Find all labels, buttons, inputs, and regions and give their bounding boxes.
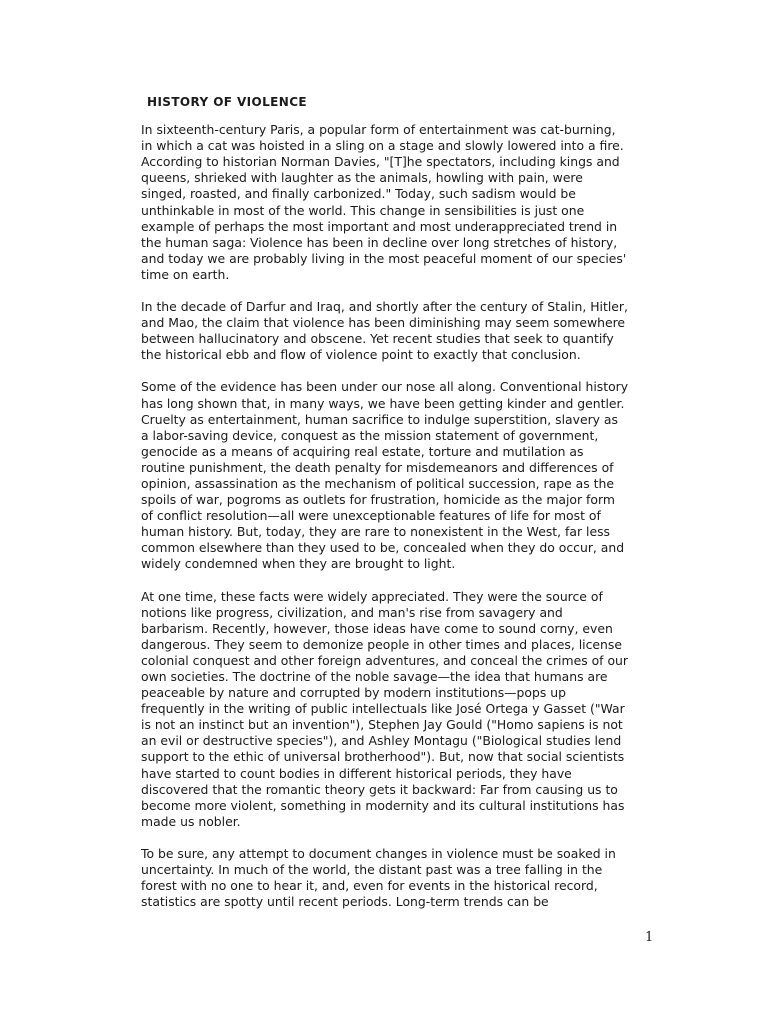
paragraph-1: In sixteenth-century Paris, a popular form of entertainment was cat-burning, in which a cat was hoisted in a sling on a stage and slowly lowered into a fire. According to historian Norman Davies, "[T]he spectators, including kings and queens, shrieked with laughter as the animals, howling with pain, were singed, roasted, and finally carbonized." Today, such sadism would be unthinkable in most of the world. This change in sensibilities is just one example of perhaps the most important and most underappreciated trend in the human saga: Violence has been in decline over long stretches of history, and today we are probably living in the most peaceful moment of our species' time on earth.: [141, 122, 627, 282]
paragraph-2: In the decade of Darfur and Iraq, and shortly after the century of Stalin, Hitler, and Mao, the claim that violence has been diminishing may seem somewhere between hallucinatory and obscene. Yet recent studies that seek to quantify the historical ebb and flow of violence point to exactly that conclusion.: [141, 299, 628, 363]
page-number: 1: [645, 930, 654, 945]
paragraph-3: Some of the evidence has been under our nose all along. Conventional history has long shown that, in many ways, we have been getting kinder and gentler. Cruelty as entertainment, human sacrifice to indulge superstition, slavery as a labor-saving device, conquest as the mission statement of government, genocide as a means of acquiring real estate, torture and mutilation as routine punishment, the death penalty for misdemeanors and differences of opinion, assassination as the mechanism of political succession, rape as the spoils of war, pogroms as outlets for frustration, homicide as the major form of conflict resolution—all were unexceptionable features of life for most of human history. But, today, they are rare to nonexistent in the West, far less common elsewhere than they used to be, concealed when they do occur, and widely condemned when they are brought to light.: [141, 379, 629, 572]
document-title: HISTORY OF VIOLENCE: [147, 95, 308, 109]
paragraph-4: At one time, these facts were widely appreciated. They were the source of notions like progress, civilization, and man's rise from savagery and barbarism. Recently, however, those ideas have come to sound corny, even dangerous. They seem to demonize people in other times and places, license colonial conquest and other foreign adventures, and conceal the crimes of our own societies. The doctrine of the noble savage—the idea that humans are peaceable by nature and corrupted by modern institutions—pops up frequently in the writing of public intellectuals like José Ortega y Gasset ("War is not an instinct but an invention"), Stephen Jay Gould ("Homo sapiens is not an evil or destructive species"), and Ashley Montagu ("Biological studies lend support to the ethic of universal brotherhood"). But, now that social scientists have started to count bodies in different historical periods, they have discovered that the romantic theory gets it backward: Far from causing us to become more violent, something in modernity and its cultural institutions has made us nobler.: [141, 588, 628, 829]
document-body: [141, 94, 629, 910]
paragraph-5: To be sure, any attempt to document changes in violence must be soaked in uncertainty. In much of the world, the distant past was a tree falling in the forest with no one to hear it, and, even for events in the historical record, statistics are spotty until recent periods. Long-term trends can be: [141, 845, 616, 910]
